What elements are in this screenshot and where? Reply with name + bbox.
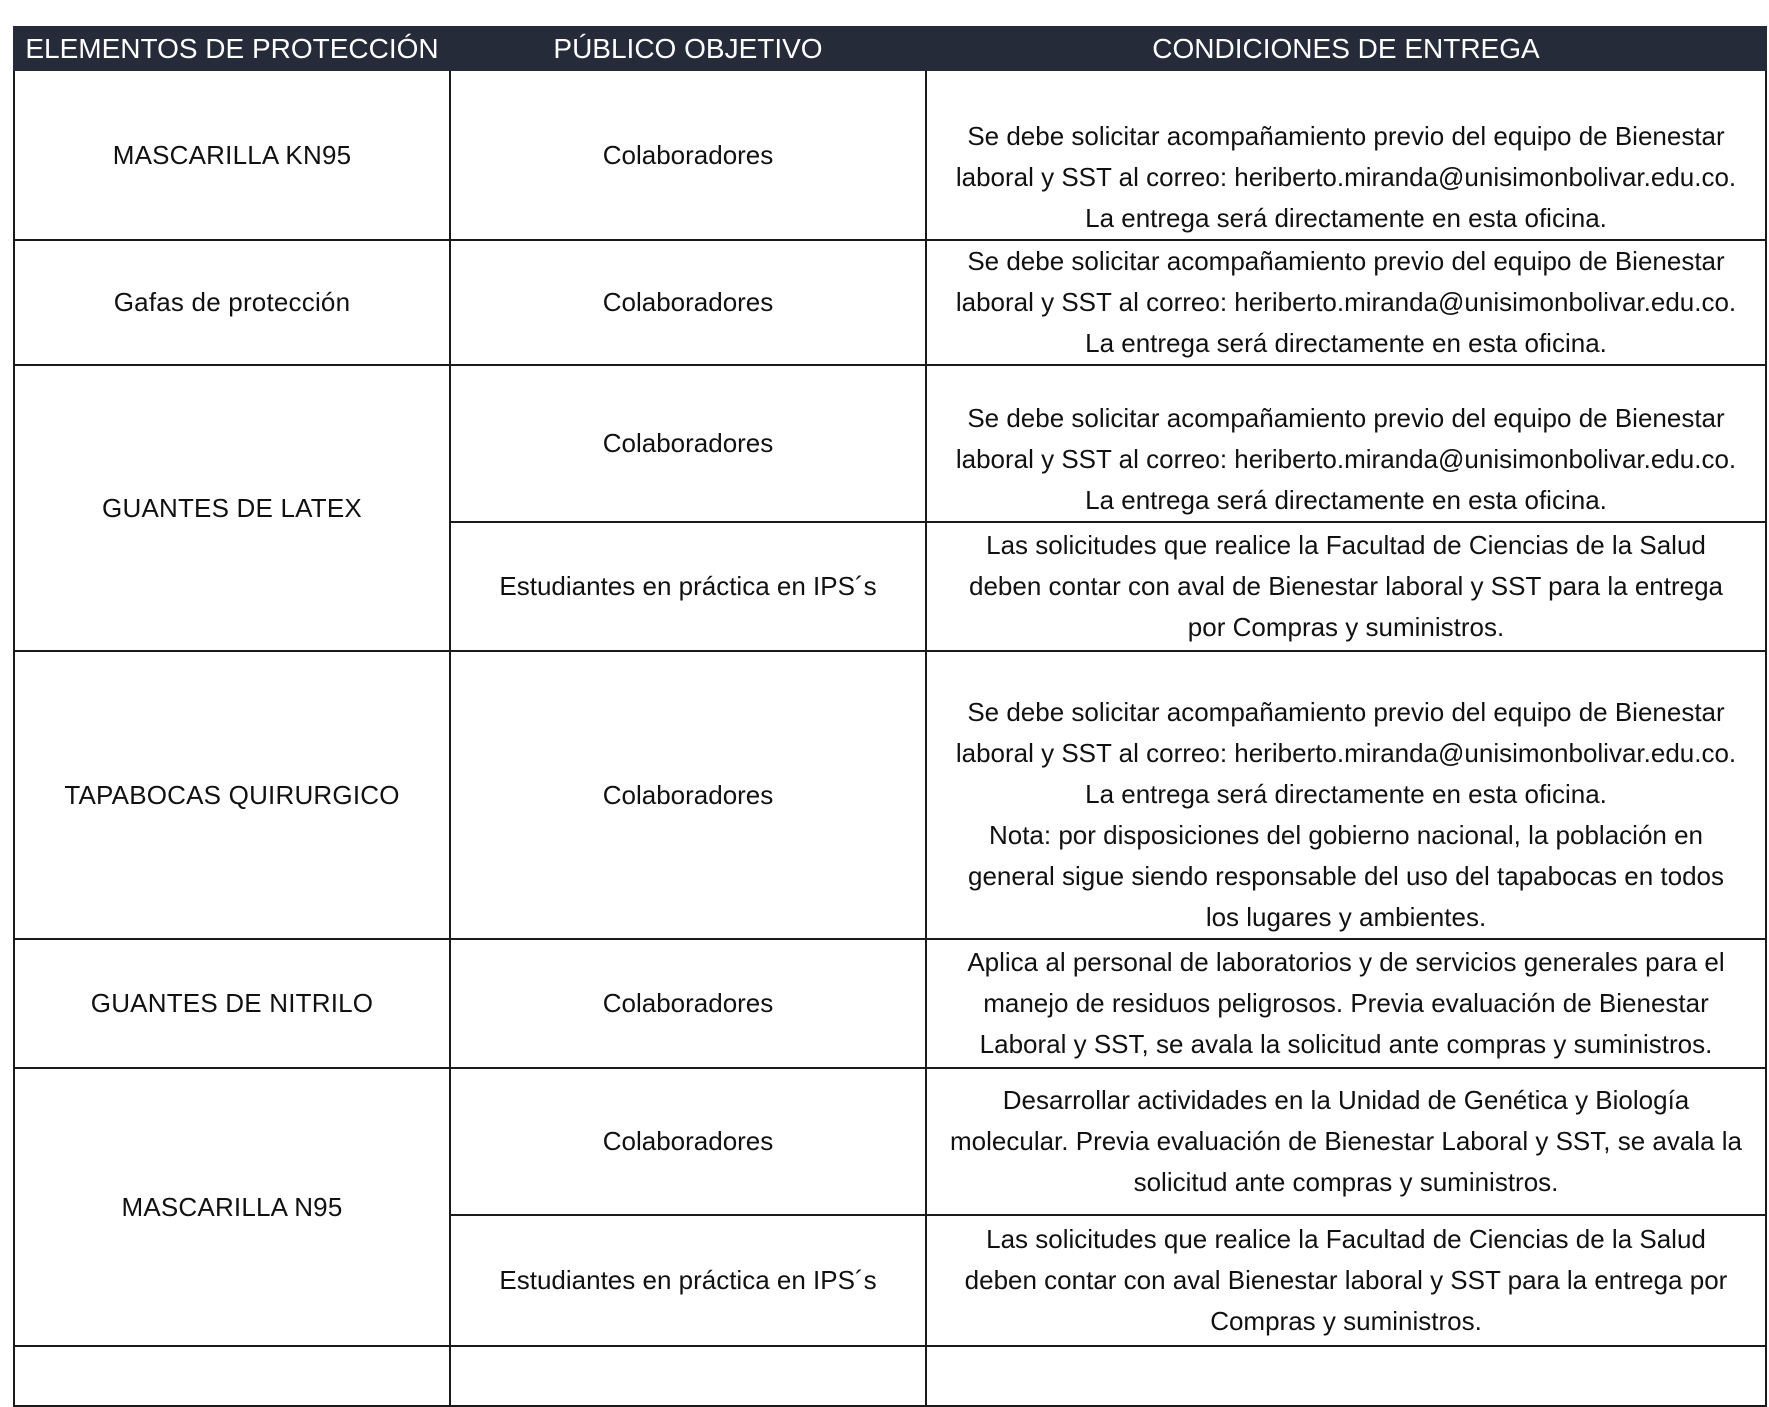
cell-elemento: TAPABOCAS QUIRURGICO xyxy=(14,651,450,939)
cell-condiciones: Se debe solicitar acompañamiento previo del equipo de Bienestar laboral y SST al correo: heriberto.miranda@unisimonbolivar.edu.co. La entrega será directamente en esta oficina. xyxy=(926,240,1766,365)
table-row xyxy=(14,1068,1766,1215)
table-row xyxy=(14,1346,1766,1406)
cell-publico: Estudiantes en práctica en IPS´s xyxy=(450,522,926,651)
cell-publico: Colaboradores xyxy=(450,1068,926,1215)
protection-elements-sheet xyxy=(13,26,1767,1407)
cell-condiciones: Las solicitudes que realice la Facultad de Ciencias de la Salud deben contar con aval de Bienestar laboral y SST para la entrega por Compras y suministros. xyxy=(926,522,1766,651)
table-row xyxy=(14,939,1766,1068)
table-row xyxy=(14,651,1766,939)
table-row xyxy=(14,70,1766,240)
cell-publico: Colaboradores xyxy=(450,651,926,939)
header-condiciones: CONDICIONES DE ENTREGA xyxy=(926,27,1766,70)
cell-condiciones: Desarrollar actividades en la Unidad de Genética y Biología molecular. Previa evaluación de Bienestar Laboral y SST, se avala la solicitud ante compras y suministros. xyxy=(926,1068,1766,1215)
cell-publico: Colaboradores xyxy=(450,70,926,240)
cell-elemento: GUANTES DE LATEX xyxy=(14,365,450,651)
header-elementos: ELEMENTOS DE PROTECCIÓN xyxy=(14,27,450,70)
cell-condiciones xyxy=(926,1346,1766,1406)
cell-publico: Estudiantes en práctica en IPS´s xyxy=(450,1215,926,1346)
cell-elemento: MASCARILLA KN95 xyxy=(14,70,450,240)
cell-publico: Colaboradores xyxy=(450,240,926,365)
cell-condiciones: Se debe solicitar acompañamiento previo del equipo de Bienestar laboral y SST al correo: heriberto.miranda@unisimonbolivar.edu.co. La entrega será directamente en esta oficina. xyxy=(926,365,1766,522)
table-row xyxy=(14,240,1766,365)
cell-publico: Colaboradores xyxy=(450,365,926,522)
table-row xyxy=(14,365,1766,522)
cell-elemento: MASCARILLA N95 xyxy=(14,1068,450,1346)
cell-elemento: Gafas de protección xyxy=(14,240,450,365)
protection-elements-table xyxy=(13,26,1767,1407)
cell-condiciones: Se debe solicitar acompañamiento previo del equipo de Bienestar laboral y SST al correo: heriberto.miranda@unisimonbolivar.edu.co. La entrega será directamente en esta oficina. xyxy=(926,70,1766,240)
cell-condiciones: Aplica al personal de laboratorios y de servicios generales para el manejo de residuos peligrosos. Previa evaluación de Bienestar Laboral y SST, se avala la solicitud ante compras y suministros. xyxy=(926,939,1766,1068)
cell-elemento xyxy=(14,1346,450,1406)
header-row xyxy=(14,27,1766,70)
cell-condiciones: Las solicitudes que realice la Facultad de Ciencias de la Salud deben contar con aval Bienestar laboral y SST para la entrega por Compras y suministros. xyxy=(926,1215,1766,1346)
cell-elemento: GUANTES DE NITRILO xyxy=(14,939,450,1068)
cell-publico: Colaboradores xyxy=(450,939,926,1068)
cell-condiciones: Se debe solicitar acompañamiento previo del equipo de Bienestar laboral y SST al correo: heriberto.miranda@unisimonbolivar.edu.co. La entrega será directamente en esta oficina. Nota: por disposiciones del gobierno nacional, la población en general sigue siendo responsable del uso del tapabocas en todos los lugares y ambientes. xyxy=(926,651,1766,939)
cell-publico xyxy=(450,1346,926,1406)
header-publico: PÚBLICO OBJETIVO xyxy=(450,27,926,70)
